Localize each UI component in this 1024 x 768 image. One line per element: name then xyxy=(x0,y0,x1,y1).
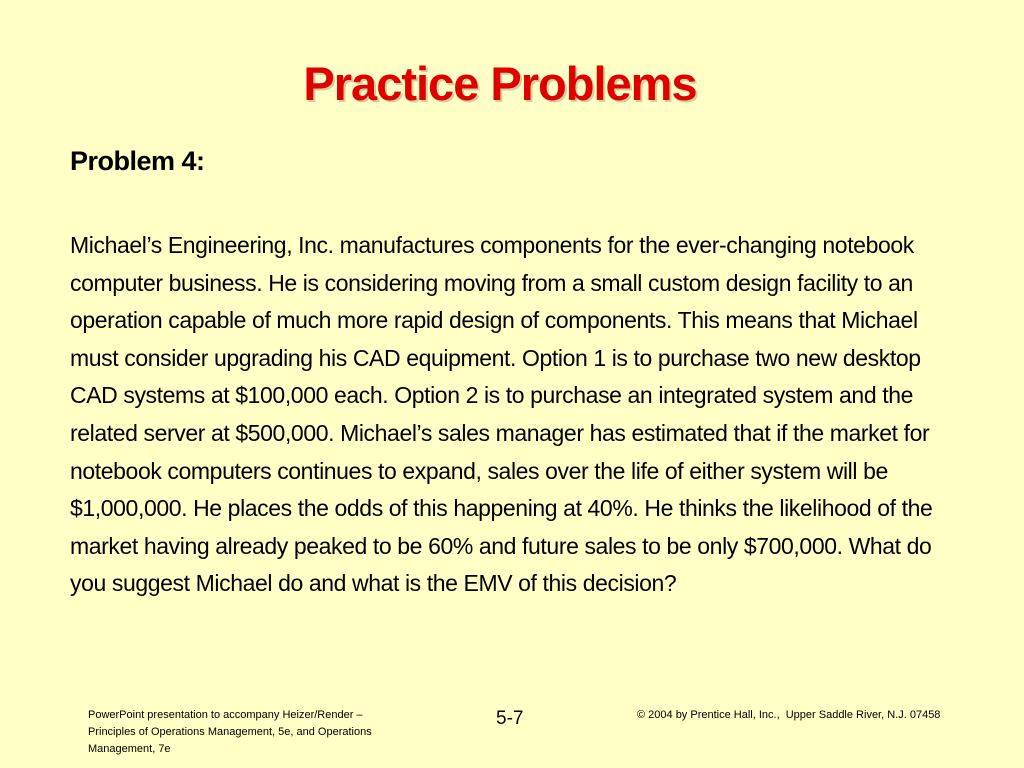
footer-copyright: © 2004 by Prentice Hall, Inc., Upper Saddle River, N.J. 07458 xyxy=(637,709,941,721)
problem-heading: Problem 4: xyxy=(70,146,205,176)
problem-text: Michael’s Engineering, Inc. manufactures components for the ever-changing notebook computer business. He is considering moving from a small custom design facility to an operation capable of much more rapid design of components. This means that Michael must consider upgrading his CAD equipment. Option 1 is to purchase two new desktop CAD systems at $100,000 each. Option 2 is to purchase an integrated system and the related server at $500,000. Michael’s sales manager has estimated that if the market for notebook computers continues to expand, sales over the life of either system will be $1,000,000. He places the odds of this happening at 40%. He thinks the likelihood of the market having already peaked to be 60% and future sales to be only $700,000. What do you suggest Michael do and what is the EMV of this decision? xyxy=(70,232,933,597)
slide-number: 5-7 xyxy=(496,708,524,729)
footer-credit: PowerPoint presentation to accompany Heizer/Render – Principles of Operations Management, 5e, and Operations Management, 7e xyxy=(88,709,372,755)
slide-title: Practice Problems xyxy=(303,57,697,110)
